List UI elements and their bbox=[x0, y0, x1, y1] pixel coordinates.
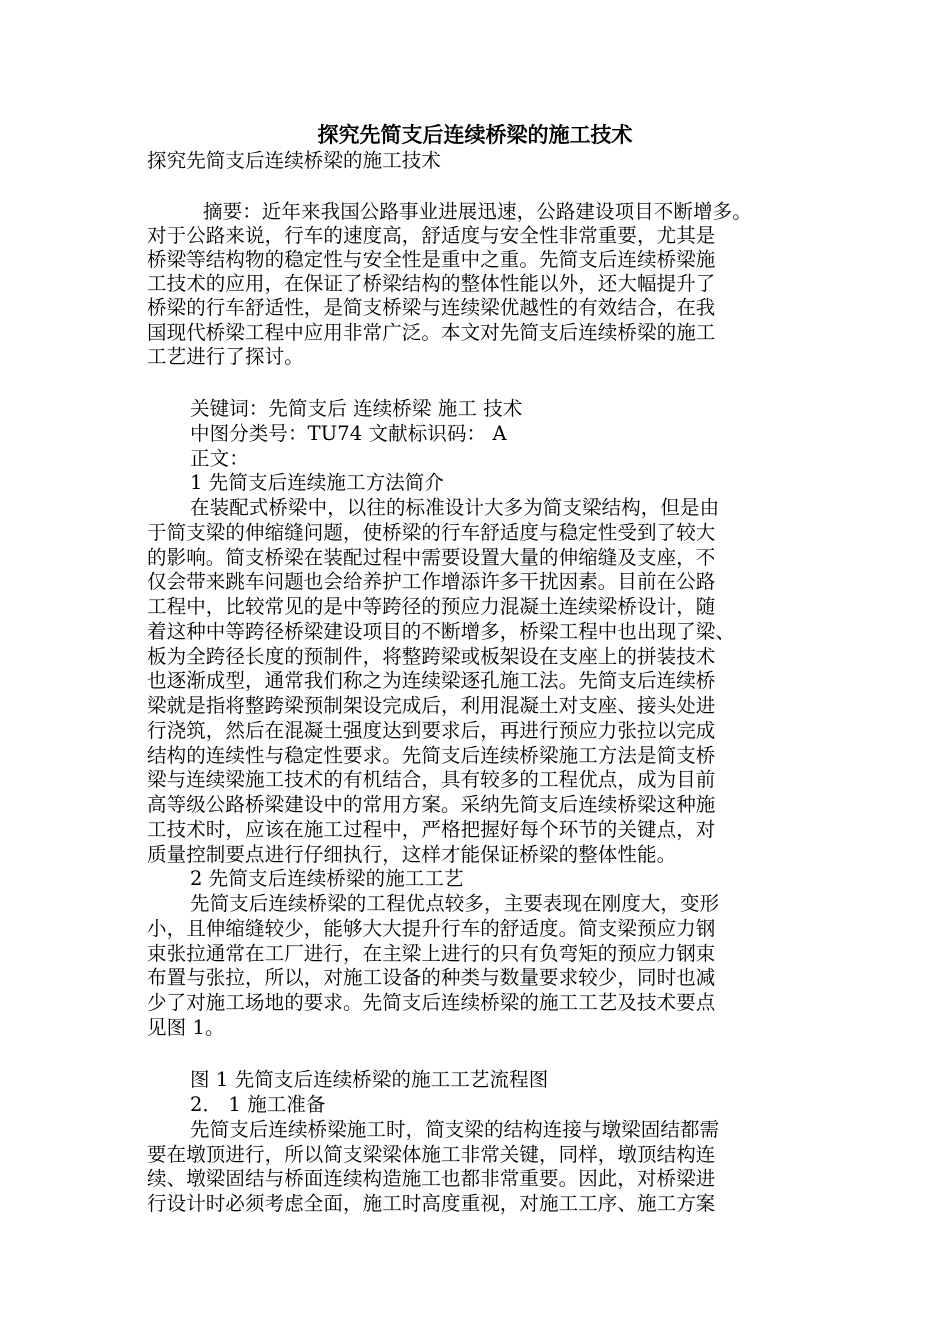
section-1-line: 于简支梁的伸缩缝问题，使桥梁的行车舒适度与稳定性受到了较大 bbox=[147, 521, 716, 544]
section-1-line: 行浇筑，然后在混凝土强度达到要求后，再进行预应力张拉以完成 bbox=[147, 719, 716, 742]
section-2-1-line: 行设计时必须考虑全面，施工时高度重视，对施工工序、施工方案 bbox=[147, 1192, 716, 1215]
section-1-line: 高等级公路桥梁建设中的常用方案。采纳先简支后连续桥梁这种施 bbox=[147, 793, 716, 816]
section-2-1-line: 要在墩顶进行，所以简支梁梁体施工非常关键，同样，墩顶结构连 bbox=[147, 1143, 716, 1166]
section-2-line: 束张拉通常在工厂进行，在主梁上进行的只有负弯矩的预应力钢束 bbox=[147, 942, 716, 965]
section-2-line: 先简支后连续桥梁的工程优点较多，主要表现在刚度大，变形 bbox=[190, 892, 720, 915]
body-label: 正文： bbox=[190, 447, 249, 470]
section-2-1-line: 续、墩梁固结与桥面连续构造施工也都非常重要。因此，对桥梁进 bbox=[147, 1167, 716, 1190]
section-2-1-heading: 2． 1 施工准备 bbox=[190, 1093, 326, 1116]
section-2-heading: 2 先简支后连续桥梁的施工工艺 bbox=[190, 867, 464, 890]
section-1-line: 板为全跨径长度的预制件，将整跨梁或板架设在支座上的拼装技术 bbox=[147, 645, 716, 668]
abstract-line: 工艺进行了探讨。 bbox=[147, 345, 304, 368]
section-1-line: 工技术时，应该在施工过程中，严格把握好每个环节的关键点，对 bbox=[147, 818, 716, 841]
section-1-line: 工程中，比较常见的是中等跨径的预应力混凝土连续梁桥设计，随 bbox=[147, 595, 716, 618]
section-1-line: 梁就是指将整跨梁预制架设完成后，利用混凝土对支座、接头处进 bbox=[147, 694, 716, 717]
section-2-line: 少了对施工场地的要求。先简支后连续桥梁的施工工艺及技术要点 bbox=[147, 991, 716, 1014]
abstract-line: 对于公路来说，行车的速度高，舒适度与安全性非常重要，尤其是 bbox=[147, 224, 716, 247]
abstract-line: 桥梁等结构物的稳定性与安全性是重中之重。先简支后连续桥梁施 bbox=[147, 248, 716, 271]
section-1-line: 仅会带来跳车问题也会给养护工作增添许多干扰因素。目前在公路 bbox=[147, 570, 716, 593]
abstract-line: 摘要：近年来我国公路事业进展迅速，公路建设项目不断增多。 bbox=[203, 200, 752, 223]
document-title: 探究先简支后连续桥梁的施工技术 bbox=[317, 122, 633, 147]
abstract-line: 国现代桥梁工程中应用非常广泛。本文对先简支后连续桥梁的施工 bbox=[147, 321, 716, 344]
section-1-line: 在装配式桥梁中，以往的标准设计大多为简支梁结构，但是由 bbox=[190, 496, 720, 519]
section-1-line: 梁与连续梁施工技术的有机结合，具有较多的工程优点，成为目前 bbox=[147, 768, 716, 791]
section-1-line: 也逐渐成型，通常我们称之为连续梁逐孔施工法。先简支后连续桥 bbox=[147, 669, 716, 692]
section-1-line: 的影响。简支桥梁在装配过程中需要设置大量的伸缩缝及支座，不 bbox=[147, 546, 716, 569]
abstract-line: 工技术的应用，在保证了桥梁结构的整体性能以外，还大幅提升了 bbox=[147, 272, 716, 295]
section-1-line: 着这种中等跨径桥梁建设项目的不断增多，桥梁工程中也出现了梁、 bbox=[147, 620, 736, 643]
document-subtitle: 探究先简支后连续桥梁的施工技术 bbox=[147, 149, 442, 172]
classification: 中图分类号：TU74 文献标识码： A bbox=[190, 422, 507, 445]
keywords: 关键词：先简支后 连续桥梁 施工 技术 bbox=[190, 397, 523, 420]
section-2-line: 小，且伸缩缝较少，能够大大提升行车的舒适度。简支梁预应力钢 bbox=[147, 917, 716, 940]
section-1-line: 结构的连续性与稳定性要求。先简支后连续桥梁施工方法是简支桥 bbox=[147, 744, 716, 767]
section-2-line: 见图 1。 bbox=[147, 1016, 225, 1039]
figure-caption: 图 1 先简支后连续桥梁的施工工艺流程图 bbox=[190, 1068, 549, 1091]
section-1-line: 质量控制要点进行仔细执行，这样才能保证桥梁的整体性能。 bbox=[147, 843, 677, 866]
section-2-line: 布置与张拉，所以，对施工设备的种类与数量要求较少，同时也减 bbox=[147, 966, 716, 989]
section-2-1-line: 先简支后连续桥梁施工时，简支梁的结构连接与墩梁固结都需 bbox=[190, 1118, 720, 1141]
section-1-heading: 1 先简支后连续施工方法简介 bbox=[190, 471, 445, 494]
abstract-line: 桥梁的行车舒适性，是简支桥梁与连续梁优越性的有效结合，在我 bbox=[147, 296, 716, 319]
